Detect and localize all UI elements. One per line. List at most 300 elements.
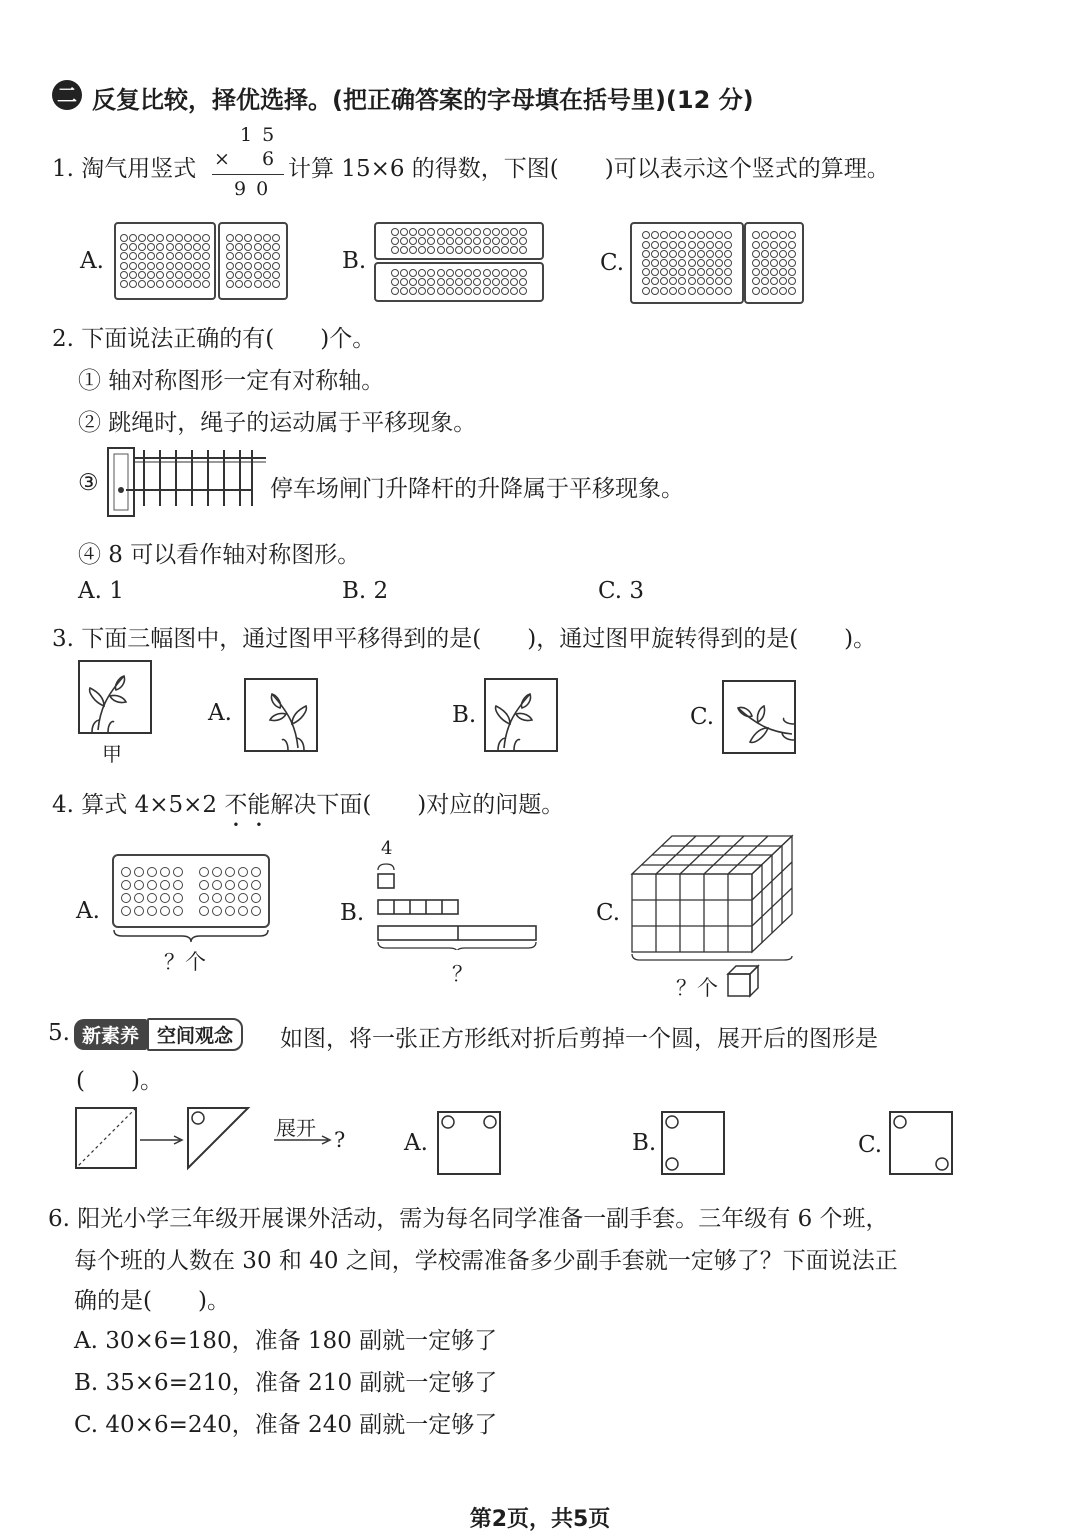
counter-dot xyxy=(254,262,262,270)
counter-dot xyxy=(678,268,686,276)
counter-dot xyxy=(519,246,527,254)
counter-dot xyxy=(437,246,445,254)
counter-dot xyxy=(501,237,509,245)
counter-dot xyxy=(724,250,732,258)
counter-dot xyxy=(761,287,769,295)
counter-dot xyxy=(202,262,210,270)
counter-dot xyxy=(492,287,500,295)
counter-dot xyxy=(418,269,426,277)
counter-dot xyxy=(166,280,174,288)
counter-dot xyxy=(697,268,705,276)
parking-gate-icon xyxy=(104,444,270,520)
q4-a-brace xyxy=(112,928,270,944)
q4-a-question: ？个 xyxy=(164,950,206,974)
counter-dot xyxy=(184,280,192,288)
counter-dot xyxy=(510,246,518,254)
counter-dot xyxy=(147,271,155,279)
counter-dot xyxy=(147,893,157,903)
counter-dot xyxy=(212,893,222,903)
counter-dot xyxy=(138,243,146,251)
q5-option-a-figure xyxy=(436,1110,502,1176)
q5-option-b-label: B. xyxy=(632,1130,657,1156)
counter-dot xyxy=(446,246,454,254)
counter-dot xyxy=(492,228,500,236)
counter-dot xyxy=(202,271,210,279)
counter-dot xyxy=(175,243,183,251)
counter-dot xyxy=(120,262,128,270)
counter-dot xyxy=(409,287,417,295)
counter-dot xyxy=(473,246,481,254)
counter-dot xyxy=(464,237,472,245)
counter-dot xyxy=(501,269,509,277)
counter-dot xyxy=(473,228,481,236)
counter-dot xyxy=(492,278,500,286)
counter-dot xyxy=(642,259,650,267)
counter-dot xyxy=(391,237,399,245)
counter-dot xyxy=(138,234,146,242)
counter-dot xyxy=(251,893,261,903)
counter-dot xyxy=(184,262,192,270)
counter-dot xyxy=(688,277,696,285)
counter-dot xyxy=(788,287,796,295)
q2-statement-2: ② 跳绳时，绳子的运动属于平移现象。 xyxy=(78,410,477,436)
counter-dot xyxy=(688,241,696,249)
counter-dot xyxy=(437,237,445,245)
counter-dot xyxy=(761,250,769,258)
counter-dot xyxy=(202,243,210,251)
counter-dot xyxy=(212,867,222,877)
counter-dot xyxy=(770,277,778,285)
counter-dot xyxy=(706,277,714,285)
counter-dot xyxy=(147,243,155,251)
counter-dot xyxy=(147,880,157,890)
q3-option-c-label: C. xyxy=(690,704,715,730)
counter-dot xyxy=(212,880,222,890)
counter-dot xyxy=(254,280,262,288)
counter-dot xyxy=(678,287,686,295)
counter-dot xyxy=(651,277,659,285)
counter-dot xyxy=(400,287,408,295)
counter-dot xyxy=(788,277,796,285)
counter-dot xyxy=(483,278,491,286)
counter-dot xyxy=(391,278,399,286)
counter-dot xyxy=(706,231,714,239)
counter-dot xyxy=(483,287,491,295)
vertical-top: 1 5 xyxy=(240,124,277,146)
counter-dot xyxy=(752,231,760,239)
counter-dot xyxy=(193,252,201,260)
counter-dot xyxy=(761,241,769,249)
q6-option-c: C. 40×6=240，准备 240 副就一定够了 xyxy=(74,1412,498,1438)
counter-dot xyxy=(175,262,183,270)
q2-option-b: B. 2 xyxy=(342,578,389,604)
counter-dot xyxy=(446,278,454,286)
counter-dot xyxy=(254,243,262,251)
q6-option-a: A. 30×6=180，准备 180 副就一定够了 xyxy=(74,1328,498,1354)
counter-dot xyxy=(147,867,157,877)
counter-dot xyxy=(501,287,509,295)
counter-dot xyxy=(669,277,677,285)
counter-dot xyxy=(660,287,668,295)
counter-dot xyxy=(226,243,234,251)
counter-dot xyxy=(455,269,463,277)
counter-dot xyxy=(651,250,659,258)
counter-dot xyxy=(391,228,399,236)
counter-dot xyxy=(235,252,243,260)
counter-dot xyxy=(642,287,650,295)
counter-dot xyxy=(263,271,271,279)
counter-dot xyxy=(706,250,714,258)
counter-dot xyxy=(409,237,417,245)
counter-dot xyxy=(446,269,454,277)
counter-dot xyxy=(160,867,170,877)
counter-dot xyxy=(724,231,732,239)
counter-dot xyxy=(156,252,164,260)
counter-dot xyxy=(427,228,435,236)
counter-dot xyxy=(446,237,454,245)
counter-dot xyxy=(501,228,509,236)
counter-dot xyxy=(510,228,518,236)
counter-dot xyxy=(226,252,234,260)
counter-dot xyxy=(770,259,778,267)
counter-dot xyxy=(409,246,417,254)
counter-dot xyxy=(715,231,723,239)
counter-dot xyxy=(418,246,426,254)
counter-dot xyxy=(391,287,399,295)
q2-stem: 2. 下面说法正确的有( )个。 xyxy=(52,326,376,352)
counter-dot xyxy=(669,268,677,276)
counter-dot xyxy=(642,231,650,239)
counter-dot xyxy=(510,278,518,286)
counter-dot xyxy=(193,262,201,270)
counter-dot xyxy=(202,234,210,242)
counter-dot xyxy=(770,268,778,276)
q4-option-c-cube-figure xyxy=(628,832,798,962)
counter-dot xyxy=(519,269,527,277)
counter-dot xyxy=(193,234,201,242)
counter-dot xyxy=(724,241,732,249)
counter-dot xyxy=(121,893,131,903)
counter-dot xyxy=(455,278,463,286)
tag-spatial-concept: 空间观念 xyxy=(147,1018,243,1051)
counter-dot xyxy=(272,280,280,288)
counter-dot xyxy=(446,228,454,236)
counter-dot xyxy=(263,280,271,288)
counter-dot xyxy=(147,906,157,916)
counter-dot xyxy=(244,252,252,260)
counter-dot xyxy=(779,287,787,295)
counter-dot xyxy=(761,259,769,267)
figure-jia xyxy=(78,660,152,734)
counter-dot xyxy=(761,231,769,239)
counter-dot xyxy=(455,246,463,254)
counter-dot xyxy=(473,269,481,277)
counter-dot xyxy=(193,271,201,279)
counter-dot xyxy=(238,906,248,916)
counter-dot xyxy=(226,280,234,288)
counter-dot xyxy=(400,278,408,286)
counter-dot xyxy=(510,237,518,245)
counter-dot xyxy=(697,259,705,267)
small-cube-icon xyxy=(726,964,762,1000)
counter-dot xyxy=(244,243,252,251)
counter-dot xyxy=(226,262,234,270)
counter-dot xyxy=(464,228,472,236)
counter-dot xyxy=(492,237,500,245)
counter-dot xyxy=(642,277,650,285)
counter-dot xyxy=(147,280,155,288)
counter-dot xyxy=(199,906,209,916)
counter-dot xyxy=(427,246,435,254)
counter-dot xyxy=(184,234,192,242)
counter-dot xyxy=(138,271,146,279)
counter-dot xyxy=(160,880,170,890)
counter-dot xyxy=(391,269,399,277)
counter-dot xyxy=(166,243,174,251)
counter-dot xyxy=(120,271,128,279)
counter-dot xyxy=(238,867,248,877)
counter-dot xyxy=(651,287,659,295)
q3-option-a-figure xyxy=(244,678,318,752)
counter-dot xyxy=(263,234,271,242)
counter-dot xyxy=(251,867,261,877)
counter-dot xyxy=(138,252,146,260)
counter-dot xyxy=(501,246,509,254)
counter-dot xyxy=(437,287,445,295)
counter-dot xyxy=(129,243,137,251)
q5-number: 5. xyxy=(48,1020,70,1046)
vertical-times: × xyxy=(214,148,230,170)
counter-dot xyxy=(788,259,796,267)
counter-dot xyxy=(235,262,243,270)
counter-dot xyxy=(263,243,271,251)
counter-dot xyxy=(519,287,527,295)
counter-dot xyxy=(706,259,714,267)
counter-dot xyxy=(752,241,760,249)
counter-dot xyxy=(226,234,234,242)
q2-option-c: C. 3 xyxy=(598,578,645,604)
counter-dot xyxy=(678,277,686,285)
q5-option-c-figure xyxy=(888,1110,954,1176)
counter-dot xyxy=(244,234,252,242)
counter-dot xyxy=(519,228,527,236)
counter-dot xyxy=(199,893,209,903)
counter-dot xyxy=(688,231,696,239)
counter-dot xyxy=(455,228,463,236)
counter-dot xyxy=(235,243,243,251)
counter-dot xyxy=(688,259,696,267)
counter-dot xyxy=(184,252,192,260)
counter-dot xyxy=(427,237,435,245)
counter-dot xyxy=(175,271,183,279)
counter-dot xyxy=(455,237,463,245)
q3-stem: 3. 下面三幅图中，通过图甲平移得到的是( )，通过图甲旋转得到的是( )。 xyxy=(52,626,877,652)
counter-dot xyxy=(669,231,677,239)
counter-dot xyxy=(156,243,164,251)
counter-dot xyxy=(501,278,509,286)
q5-option-a-label: A. xyxy=(404,1130,428,1156)
counter-dot xyxy=(697,250,705,258)
q3-option-b-label: B. xyxy=(452,702,477,728)
plant-icon xyxy=(246,680,316,750)
counter-dot xyxy=(669,287,677,295)
counter-dot xyxy=(437,269,445,277)
q4-stem-post: 解决下面( )对应的问题。 xyxy=(270,792,565,818)
counter-dot xyxy=(678,231,686,239)
q6-line-1: 6. 阳光小学三年级开展课外活动，需为每名同学准备一副手套。三年级有 6 个班， xyxy=(48,1206,889,1232)
counter-dot xyxy=(251,906,261,916)
counter-dot xyxy=(129,280,137,288)
counter-dot xyxy=(272,243,280,251)
counter-dot xyxy=(409,269,417,277)
counter-dot xyxy=(272,252,280,260)
section-title: 反复比较，择优选择。(把正确答案的字母填在括号里)(12 分) xyxy=(92,86,754,114)
counter-dot xyxy=(715,259,723,267)
vertical-line xyxy=(212,174,284,175)
counter-dot xyxy=(464,269,472,277)
counter-dot xyxy=(199,880,209,890)
counter-dot xyxy=(669,241,677,249)
counter-dot xyxy=(651,259,659,267)
q3-option-a-label: A. xyxy=(208,700,232,726)
counter-dot xyxy=(120,243,128,251)
counter-dot xyxy=(678,250,686,258)
counter-dot xyxy=(483,246,491,254)
q2-statement-1: ① 轴对称图形一定有对称轴。 xyxy=(78,368,385,394)
counter-dot xyxy=(160,906,170,916)
q4-option-c-label: C. xyxy=(596,900,621,926)
counter-dot xyxy=(272,234,280,242)
counter-dot xyxy=(779,231,787,239)
counter-dot xyxy=(464,246,472,254)
counter-dot xyxy=(418,237,426,245)
counter-dot xyxy=(669,250,677,258)
counter-dot xyxy=(752,268,760,276)
q2-statement-3-text: 停车场闸门升降杆的升降属于平移现象。 xyxy=(270,476,684,502)
counter-dot xyxy=(254,234,262,242)
counter-dot xyxy=(770,241,778,249)
counter-dot xyxy=(492,269,500,277)
counter-dot xyxy=(688,287,696,295)
counter-dot xyxy=(752,250,760,258)
counter-dot xyxy=(697,231,705,239)
counter-dot xyxy=(244,271,252,279)
counter-dot xyxy=(235,271,243,279)
counter-dot xyxy=(770,287,778,295)
counter-dot xyxy=(642,250,650,258)
counter-dot xyxy=(724,277,732,285)
q5-question-mark: ? xyxy=(334,1128,346,1152)
counter-dot xyxy=(437,278,445,286)
q4-stem-emphasis: 不能 xyxy=(224,792,271,818)
q2-statement-3-num: ③ xyxy=(78,470,99,496)
counter-dot xyxy=(400,228,408,236)
counter-dot xyxy=(147,262,155,270)
counter-dot xyxy=(473,278,481,286)
counter-dot xyxy=(510,287,518,295)
counter-dot xyxy=(173,893,183,903)
counter-dot xyxy=(724,287,732,295)
counter-dot xyxy=(129,234,137,242)
counter-dot xyxy=(483,269,491,277)
counter-dot xyxy=(166,271,174,279)
counter-dot xyxy=(156,271,164,279)
counter-dot xyxy=(173,906,183,916)
counter-dot xyxy=(175,280,183,288)
plant-icon xyxy=(486,680,556,750)
counter-dot xyxy=(418,287,426,295)
counter-dot xyxy=(688,250,696,258)
q2-option-a: A. 1 xyxy=(78,578,124,604)
counter-dot xyxy=(752,277,760,285)
counter-dot xyxy=(788,241,796,249)
counter-dot xyxy=(175,252,183,260)
page-footer: 第2页，共5页 xyxy=(469,1507,611,1532)
counter-dot xyxy=(251,880,261,890)
counter-dot xyxy=(642,268,650,276)
counter-dot xyxy=(752,259,760,267)
vertical-mid: 6 xyxy=(262,148,275,170)
counter-dot xyxy=(254,252,262,260)
counter-dot xyxy=(184,271,192,279)
q2-statement-4: ④ 8 可以看作轴对称图形。 xyxy=(78,542,361,568)
tag-new-literacy: 新素养 xyxy=(74,1019,147,1050)
counter-dot xyxy=(761,268,769,276)
counter-dot xyxy=(225,906,235,916)
counter-dot xyxy=(688,268,696,276)
counter-dot xyxy=(473,287,481,295)
counter-dot xyxy=(761,277,769,285)
counter-dot xyxy=(121,906,131,916)
q4-option-b-label: B. xyxy=(340,900,365,926)
counter-dot xyxy=(492,246,500,254)
counter-dot xyxy=(642,241,650,249)
counter-dot xyxy=(483,228,491,236)
counter-dot xyxy=(510,269,518,277)
counter-dot xyxy=(464,287,472,295)
q3-option-b-figure xyxy=(484,678,558,752)
counter-dot xyxy=(225,880,235,890)
counter-dot xyxy=(697,277,705,285)
counter-dot xyxy=(156,280,164,288)
counter-dot xyxy=(660,241,668,249)
q4-stem-pre: 4. 算式 4×5×2 xyxy=(52,792,225,818)
q5-stem: 如图，将一张正方形纸对折后剪掉一个圆，展开后的图形是 xyxy=(280,1026,878,1052)
q6-line-3: 确的是( )。 xyxy=(74,1288,230,1314)
counter-dot xyxy=(173,880,183,890)
counter-dot xyxy=(715,241,723,249)
counter-dot xyxy=(202,252,210,260)
counter-dot xyxy=(400,246,408,254)
counter-dot xyxy=(770,231,778,239)
counter-dot xyxy=(788,268,796,276)
counter-dot xyxy=(238,880,248,890)
counter-dot xyxy=(483,237,491,245)
counter-dot xyxy=(156,262,164,270)
q5-option-c-label: C. xyxy=(858,1132,883,1158)
counter-dot xyxy=(238,893,248,903)
counter-dot xyxy=(660,268,668,276)
counter-dot xyxy=(263,262,271,270)
counter-dot xyxy=(455,287,463,295)
counter-dot xyxy=(706,268,714,276)
counter-dot xyxy=(129,262,137,270)
counter-dot xyxy=(199,867,209,877)
counter-dot xyxy=(120,234,128,242)
counter-dot xyxy=(212,906,222,916)
counter-dot xyxy=(120,252,128,260)
counter-dot xyxy=(660,250,668,258)
